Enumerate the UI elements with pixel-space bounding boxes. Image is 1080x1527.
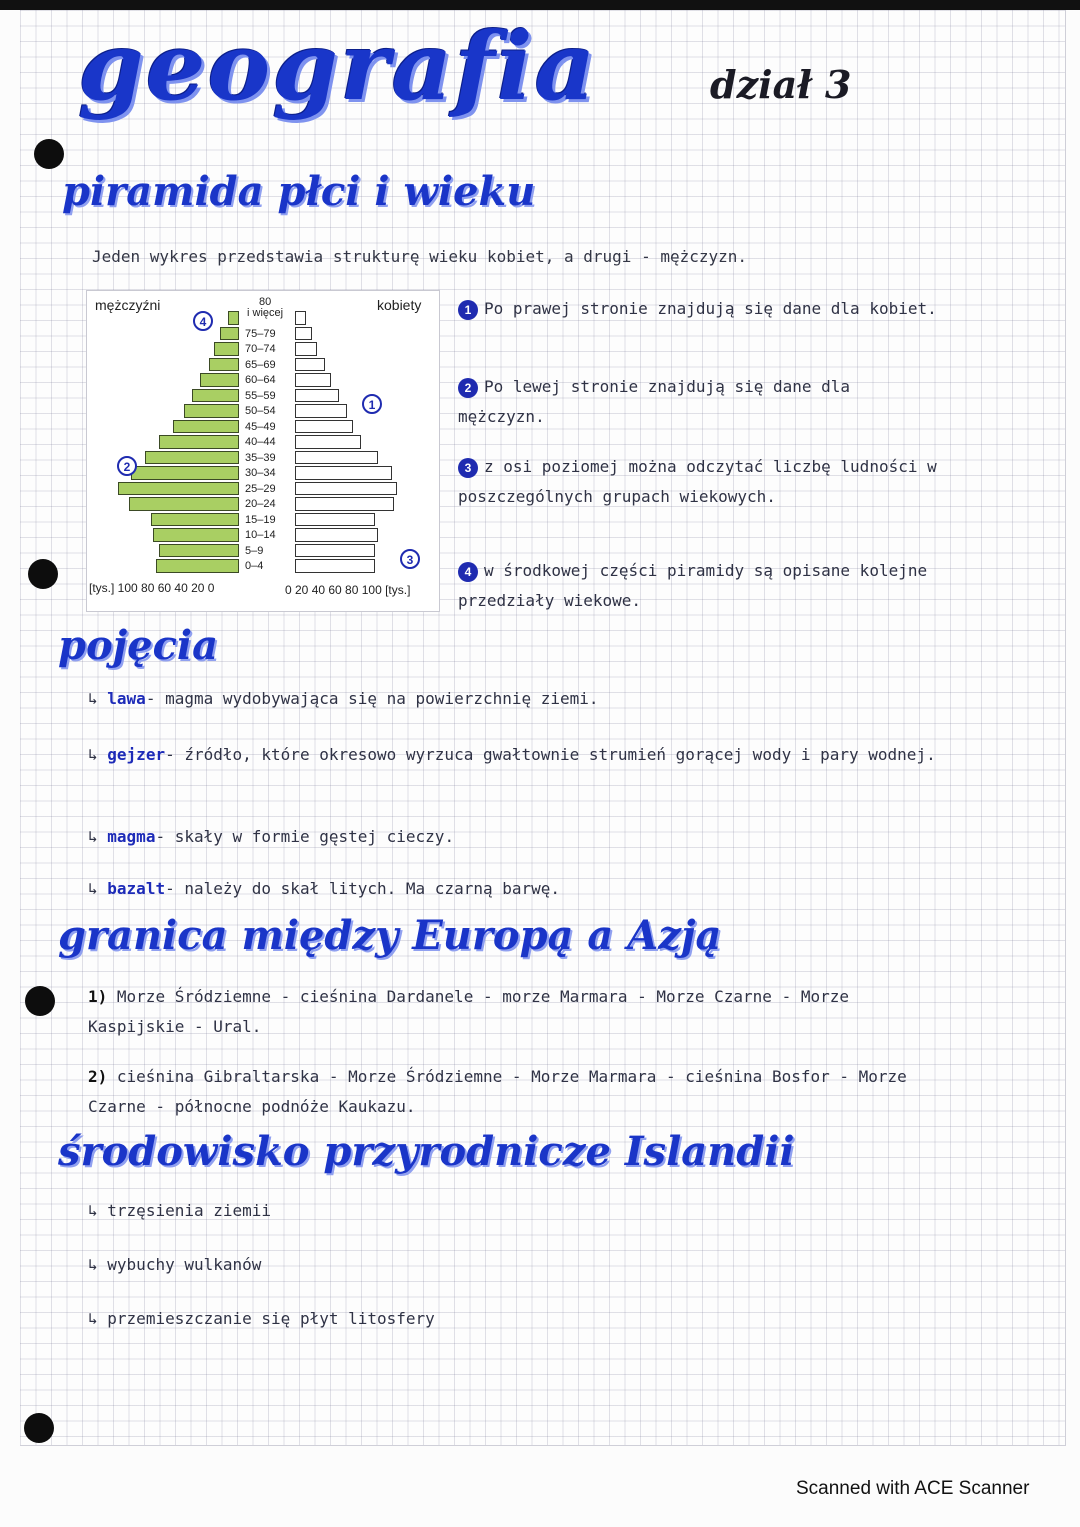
concept-item-basalt (88, 874, 948, 904)
note-number: 2 (458, 378, 478, 398)
concept-def: - źródło, które okresowo wyrzuca gwałtownie strumień gorącej wody i pary wodnej. (165, 745, 936, 764)
note-number: 4 (458, 562, 478, 582)
border-item-1 (88, 982, 948, 1042)
border-heading: granica między Europą a Azją (58, 912, 722, 959)
men-label: mężczyźni (95, 297, 161, 313)
bar-men-2 (214, 342, 239, 356)
bar-men-4 (200, 373, 239, 387)
pyramid-note-3 (458, 452, 938, 512)
note-number: 3 (458, 458, 478, 478)
bar-women-13 (295, 513, 375, 527)
bar-women-7 (295, 420, 353, 434)
age-label-top: 80 (259, 296, 272, 308)
pyramid-heading: piramida płci i wieku (62, 168, 536, 215)
note-text: Po lewej stronie znajdują się dane dla mężczyzn. (458, 377, 851, 426)
pyramid-note-4 (458, 556, 938, 616)
pyramid-note-2 (458, 372, 938, 432)
bar-women-14 (295, 528, 378, 542)
bar-women-15 (295, 544, 375, 558)
population-pyramid-chart (86, 290, 440, 612)
concept-item-magma (88, 822, 948, 852)
iceland-item (88, 1250, 261, 1280)
bar-women-9 (295, 451, 378, 465)
arrow-icon: ↳ (88, 827, 98, 846)
concept-term: magma (107, 827, 156, 846)
age-label-top2: i więcej (247, 307, 284, 319)
arrow-icon: ↳ (88, 1309, 98, 1328)
concept-def: - należy do skał litych. Ma czarną barwę. (165, 879, 561, 898)
bar-women-16 (295, 559, 375, 573)
arrow-icon: ↳ (88, 745, 98, 764)
age-label: 10–14 (245, 529, 276, 541)
age-label: 75–79 (245, 327, 276, 340)
bar-men-8 (159, 435, 239, 449)
punch-hole (24, 1413, 54, 1443)
iceland-item (88, 1196, 271, 1226)
age-label: 30–34 (245, 467, 276, 479)
age-label: 40–44 (245, 436, 276, 448)
age-label: 15–19 (245, 513, 276, 526)
punch-hole (28, 559, 58, 589)
bar-women-3 (295, 358, 325, 372)
age-label: 20–24 (245, 498, 276, 510)
bar-men-3 (209, 358, 239, 372)
border-item-2 (88, 1062, 948, 1122)
concept-def: - skały w formie gęstej cieczy. (155, 827, 455, 846)
bar-women-12 (295, 497, 394, 511)
age-label: 5–9 (245, 544, 264, 557)
iceland-item (88, 1304, 435, 1334)
item-number: 2) (88, 1067, 108, 1086)
age-label: 70–74 (245, 343, 276, 355)
bar-men-16 (156, 559, 239, 573)
bar-women-8 (295, 435, 361, 449)
bar-women-10 (295, 466, 392, 480)
note-text: z osi poziomej można odczytać liczbę ludności w poszczególnych grupach wiekowych. (458, 457, 937, 506)
scanner-watermark: Scanned with ACE Scanner (796, 1478, 1030, 1499)
bar-men-15 (159, 544, 239, 558)
marker-1: 1 (362, 394, 382, 414)
bar-men-6 (184, 404, 239, 418)
concepts-heading: pojęcia (58, 622, 219, 669)
item-text: wybuchy wulkanów (107, 1255, 262, 1274)
punch-hole (25, 986, 55, 1016)
bar-men-1 (220, 327, 239, 341)
punch-hole (34, 139, 64, 169)
concept-def: - magma wydobywająca się na powierzchnię ziemi. (145, 689, 599, 708)
bar-men-10 (131, 466, 239, 480)
item-number: 1) (88, 987, 108, 1006)
concept-item-geyser (88, 740, 948, 770)
bar-men-0 (228, 311, 239, 325)
scan-top-edge (0, 0, 1080, 10)
bar-women-6 (295, 404, 347, 418)
note-text: w środkowej części piramidy są opisane kolejne przedziały wiekowe. (458, 561, 928, 610)
note-text: Po prawej stronie znajdują się dane dla kobiet. (484, 299, 937, 318)
age-label: 50–54 (245, 405, 276, 417)
marker-3: 3 (400, 549, 420, 569)
bar-women-4 (295, 373, 331, 387)
women-label: kobiety (377, 297, 422, 313)
marker-4: 4 (193, 311, 213, 331)
bar-men-12 (129, 497, 239, 511)
arrow-icon: ↳ (88, 879, 98, 898)
bar-men-7 (173, 420, 239, 434)
pyramid-intro: Jeden wykres przedstawia strukturę wieku kobiet, a drugi - mężczyzn. (92, 247, 748, 266)
item-text: Morze Śródziemne - cieśnina Dardanele - morze Marmara - Morze Czarne - Morze Kaspijskie - Ural. (88, 987, 849, 1036)
age-label: 0–4 (245, 560, 264, 572)
bar-men-5 (192, 389, 239, 403)
bar-women-5 (295, 389, 339, 403)
arrow-icon: ↳ (88, 1201, 98, 1220)
arrow-icon: ↳ (88, 1255, 98, 1274)
item-text: przemieszczanie się płyt litosfery (107, 1309, 435, 1328)
age-label: 55–59 (245, 389, 276, 402)
section-label: dział 3 (710, 62, 852, 107)
arrow-icon: ↳ (88, 689, 98, 708)
age-label: 60–64 (245, 374, 276, 386)
women-x-axis: 0 20 40 60 80 100 [tys.] (285, 583, 411, 597)
bar-men-11 (118, 482, 239, 496)
bar-women-2 (295, 342, 317, 356)
item-text: cieśnina Gibraltarska - Morze Śródziemne - Morze Marmara - cieśnina Bosfor - Morze Czarne - północne podnóże Kaukazu. (88, 1067, 907, 1116)
iceland-heading: środowisko przyrodnicze Islandii (58, 1128, 795, 1175)
concept-term: gejzer (107, 745, 166, 764)
notebook-page (20, 10, 1066, 1446)
men-x-axis: [tys.] 100 80 60 40 20 0 (89, 581, 215, 595)
pyramid-note-1 (458, 294, 938, 324)
bar-women-1 (295, 327, 312, 341)
bar-women-0 (295, 311, 306, 325)
bar-men-9 (145, 451, 239, 465)
age-label: 45–49 (245, 420, 276, 433)
concept-term: bazalt (107, 879, 166, 898)
bar-men-14 (153, 528, 239, 542)
bar-women-11 (295, 482, 397, 496)
age-label: 35–39 (245, 451, 276, 464)
age-label: 25–29 (245, 482, 276, 495)
concept-item-lava (88, 684, 948, 714)
item-text: trzęsienia ziemii (107, 1201, 272, 1220)
concept-term: lawa (107, 689, 146, 708)
bar-men-13 (151, 513, 239, 527)
note-number: 1 (458, 300, 478, 320)
marker-2: 2 (117, 456, 137, 476)
page-title: geografia (78, 12, 598, 122)
age-label: 65–69 (245, 358, 276, 371)
